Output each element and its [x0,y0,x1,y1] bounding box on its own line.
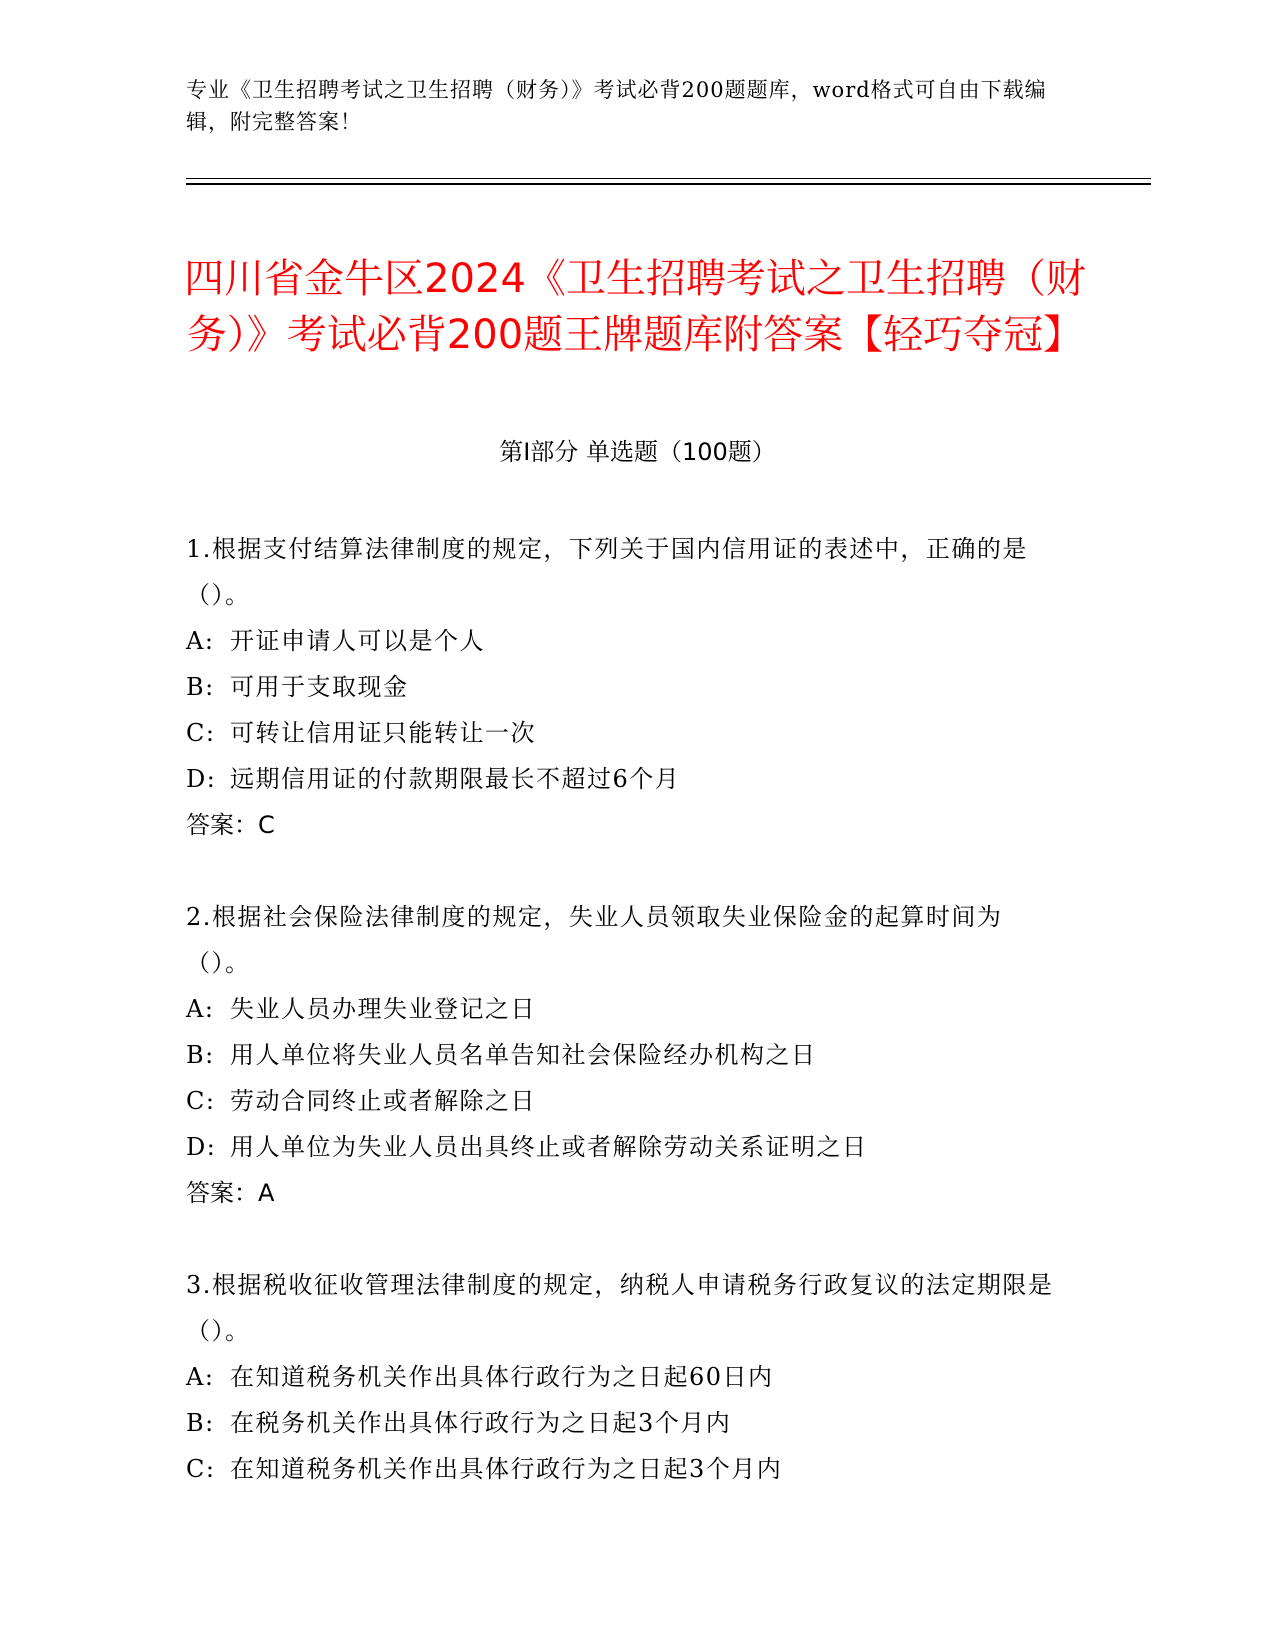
option-text: 可用于支取现金 [230,673,409,701]
option-label: C: [186,719,216,747]
question-3 [186,1262,1066,1492]
option-label: C: [186,1087,216,1115]
option-d [186,756,1066,802]
option-label: C: [186,1455,216,1483]
option-text: 在知道税务机关作出具体行政行为之日起60日内 [230,1363,774,1391]
option-label: A: [186,1363,215,1391]
section-heading: 第Ⅰ部分 单选题（100题） [499,438,776,466]
option-d [186,1124,1066,1170]
option-text: 用人单位将失业人员名单告知社会保险经办机构之日 [230,1041,817,1069]
option-c [186,1078,1066,1124]
option-a [186,1354,1066,1400]
question-stem: 3.根据税收征收管理法律制度的规定，纳税人申请税务行政复议的法定期限是（）。 [186,1271,1054,1345]
option-b [186,1032,1066,1078]
question-stem: 1.根据支付结算法律制度的规定，下列关于国内信用证的表述中，正确的是（）。 [186,535,1028,609]
option-b [186,1400,1066,1446]
option-a [186,618,1066,664]
option-label: B: [186,1409,215,1437]
option-label: D: [186,1133,217,1161]
header-divider-thin [186,178,1151,179]
header-divider-thick [186,183,1151,185]
question-stem: 2.根据社会保险法律制度的规定，失业人员领取失业保险金的起算时间为（）。 [186,903,1003,977]
option-text: 用人单位为失业人员出具终止或者解除劳动关系证明之日 [230,1133,868,1161]
option-c [186,710,1066,756]
question-2 [186,894,1066,1216]
option-text: 远期信用证的付款期限最长不超过6个月 [230,765,681,793]
option-label: B: [186,1041,215,1069]
option-text: 开证申请人可以是个人 [230,627,485,655]
question-list [186,526,1066,1538]
document-title: 四川省金牛区2024《卫生招聘考试之卫生招聘（财务）》考试必背200题王牌题库附答案【轻巧夺冠】 [184,255,1086,358]
question-1 [186,526,1066,848]
answer: 答案：C [186,811,275,839]
option-c [186,1446,1066,1492]
option-label: A: [186,995,215,1023]
option-text: 劳动合同终止或者解除之日 [230,1087,536,1115]
option-b [186,664,1066,710]
answer: 答案：A [186,1179,275,1207]
option-label: D: [186,765,217,793]
option-text: 可转让信用证只能转让一次 [230,719,536,747]
option-text: 在税务机关作出具体行政行为之日起3个月内 [230,1409,732,1437]
option-text: 在知道税务机关作出具体行政行为之日起3个月内 [230,1455,783,1483]
option-label: B: [186,673,215,701]
option-a [186,986,1066,1032]
option-text: 失业人员办理失业登记之日 [230,995,536,1023]
header-note: 专业《卫生招聘考试之卫生招聘（财务）》考试必背200题题库，word格式可自由下载编辑，附完整答案！ [186,78,1047,134]
option-label: A: [186,627,215,655]
